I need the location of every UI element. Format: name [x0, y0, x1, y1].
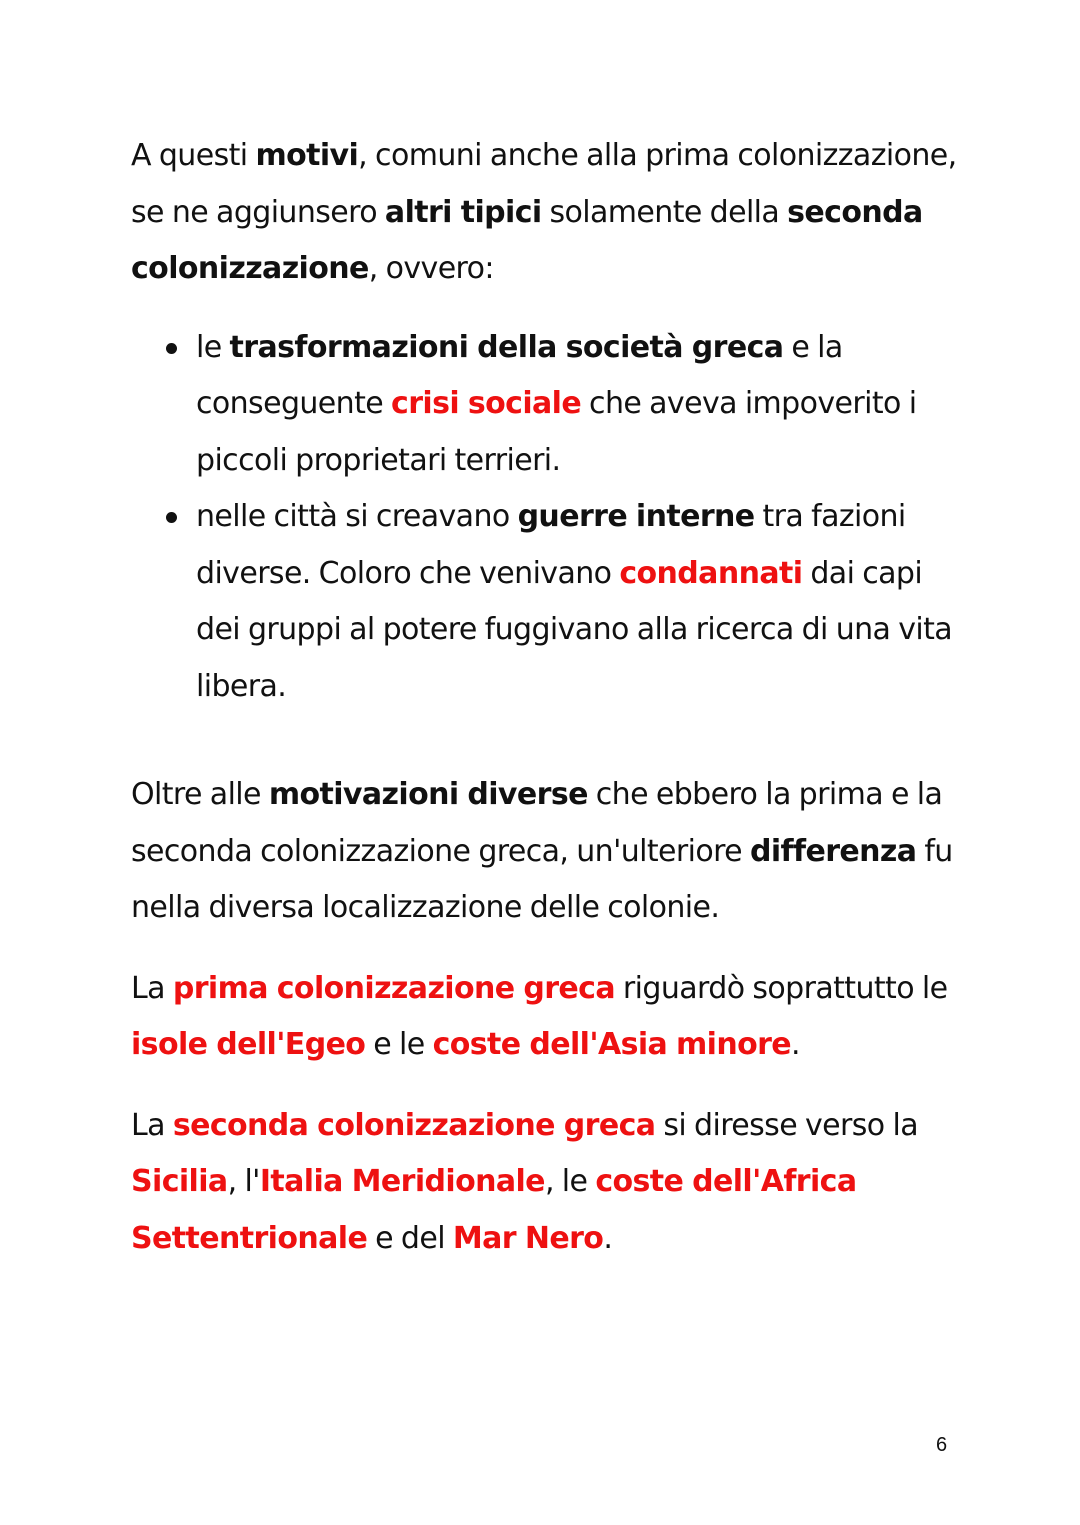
body-text: , le	[544, 1164, 596, 1199]
highlight-red-text: seconda colonizzazione greca	[172, 1107, 656, 1143]
body-text: A questi	[131, 138, 256, 173]
highlight-red-text: crisi sociale	[391, 386, 582, 421]
bullet-item-internal-wars	[196, 489, 961, 715]
bold-text: motivazioni diverse	[268, 777, 588, 812]
body-text: dai capi dei gruppi al potere fuggivano alla ricerca di una vita libera.	[196, 555, 953, 704]
body-text: le	[196, 329, 230, 365]
bullet-text	[196, 499, 952, 704]
bold-text: motivi	[255, 138, 359, 173]
highlight-red-text: condannati	[619, 555, 803, 591]
page-number: 6	[936, 1434, 948, 1456]
bold-text: trasformazioni della società greca	[229, 329, 784, 365]
highlight-red-text: coste dell'Asia minore	[432, 1027, 792, 1062]
highlight-red-text: prima colonizzazione greca	[172, 970, 615, 1006]
body-text: , l'	[227, 1164, 260, 1199]
bold-text: altri tipici	[384, 194, 542, 230]
bullet-dot-icon	[166, 343, 177, 354]
bold-text: differenza	[749, 833, 917, 869]
highlight-red-text: coste dell'Africa Settentrionale	[131, 1164, 857, 1256]
bullet-item-social-crisis	[196, 320, 961, 490]
body-text: , ovvero:	[368, 251, 494, 286]
body-text: si diresse verso la	[655, 1107, 918, 1143]
document-page	[131, 128, 961, 1267]
body-text: che ebbero la prima e la seconda colonizzazione greca, un'ulteriore	[131, 777, 943, 869]
bullet-text	[196, 330, 916, 478]
body-text: solamente della	[541, 194, 788, 230]
paragraph-second-colonization	[131, 1098, 961, 1268]
body-text: nelle città si creavano	[196, 499, 518, 534]
body-text: e del	[367, 1220, 453, 1256]
body-text: .	[603, 1220, 613, 1256]
paragraph-intro	[131, 128, 961, 298]
body-text: La	[131, 1107, 173, 1143]
paragraph-first-colonization	[131, 961, 961, 1074]
highlight-red-text: isole dell'Egeo	[131, 1027, 366, 1062]
body-text: e le	[365, 1027, 433, 1062]
bullet-dot-icon	[166, 512, 177, 523]
paragraph-differences	[131, 767, 961, 937]
body-text: fu nella diversa localizzazione delle colonie.	[131, 833, 953, 925]
highlight-red-text: Mar Nero	[452, 1220, 604, 1256]
body-text: che aveva impoverito i piccoli proprietari terrieri.	[196, 386, 917, 478]
highlight-red-text: Sicilia	[131, 1164, 228, 1199]
body-text: tra fazioni diverse. Coloro che venivano	[196, 499, 906, 591]
bullet-list	[131, 320, 961, 716]
body-text: .	[791, 1027, 800, 1062]
highlight-red-text: Italia Meridionale	[259, 1164, 545, 1199]
body-text: La	[131, 970, 173, 1006]
bold-text: guerre interne	[517, 499, 755, 534]
bold-text: seconda colonizzazione	[131, 194, 923, 286]
body-text: riguardò soprattutto le	[615, 970, 948, 1006]
body-text: , comuni anche alla prima colonizzazione, se ne aggiunsero	[131, 138, 957, 230]
body-text: Oltre alle	[131, 777, 269, 812]
body-text: e la conseguente	[196, 329, 843, 421]
